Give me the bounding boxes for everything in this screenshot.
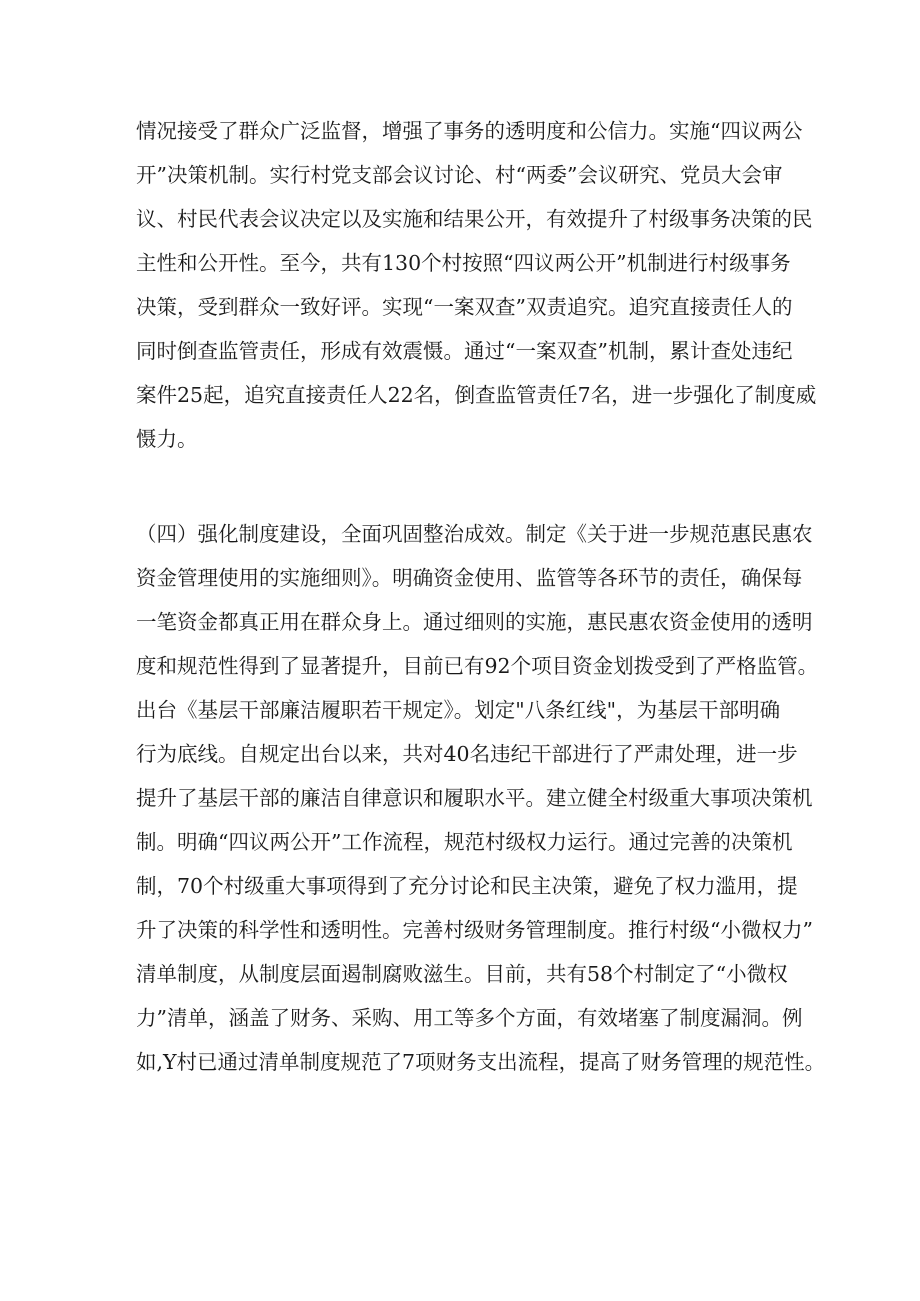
paragraph-2-line: 资金管理使用的实施细则》。明确资金使用、监管等各环节的责任，确保每	[136, 566, 803, 590]
paragraph-2-line: 度和规范性得到了显著提升，目前已有92个项目资金划拨受到了严格监管。	[136, 654, 819, 678]
paragraph-2-line: 一笔资金都真正用在群众身上。通过细则的实施，惠民惠农资金使用的透明	[136, 610, 813, 634]
paragraph-1-line: 案件25起，追究直接责任人22名，倒查监管责任7名，进一步强化了制度威	[136, 383, 817, 407]
paragraph-2-line: 制，70个村级重大事项得到了充分讨论和民主决策，避免了权力滥用，提	[136, 874, 798, 898]
paragraph-2-line: 出台《基层干部廉洁履职若干规定》。划定"八条红线"，为基层干部明确	[136, 698, 781, 722]
paragraph-2-line: 制。明确“四议两公开”工作流程，规范村级权力运行。通过完善的决策机	[136, 830, 793, 854]
paragraph-1-line: 主性和公开性。至今，共有130个村按照“四议两公开”机制进行村级事务	[136, 251, 791, 275]
paragraph-1-line: 决策，受到群众一致好评。实现“一案双查”双责追究。追究直接责任人的	[136, 295, 793, 319]
paragraph-2-line: 如,Y村已通过清单制度规范了7项财务支出流程，提高了财务管理的规范性。	[136, 1050, 826, 1074]
paragraph-2-line: 升了决策的科学性和透明性。完善村级财务管理制度。推行村级“小微权力”	[136, 918, 813, 942]
paragraph-1-line: 开”决策机制。实行村党支部会议讨论、村“两委”会议研究、党员大会审	[136, 163, 783, 187]
paragraph-2-line: 行为底线。自规定出台以来，共对40名违纪干部进行了严肃处理，进一步	[136, 742, 798, 766]
paragraph-2-line: 清单制度，从制度层面遏制腐败滋生。目前，共有58个村制定了“小微权	[136, 962, 788, 986]
paragraph-1-line: 议、村民代表会议决定以及实施和结果公开，有效提升了村级事务决策的民	[136, 207, 813, 231]
paragraph-2-line: （四）强化制度建设，全面巩固整治成效。制定《关于进一步规范惠民惠农	[136, 522, 813, 546]
paragraph-2-line: 提升了基层干部的廉洁自律意识和履职水平。建立健全村级重大事项决策机	[136, 786, 813, 810]
paragraph-1-line: 慑力。	[136, 427, 198, 451]
paragraph-1-line: 同时倒查监管责任，形成有效震慑。通过“一案双查”机制，累计查处违纪	[136, 339, 793, 363]
paragraph-2-line: 力”清单，涵盖了财务、采购、用工等多个方面，有效堵塞了制度漏洞。例	[136, 1006, 803, 1030]
paragraph-1-line: 情况接受了群众广泛监督，增强了事务的透明度和公信力。实施“四议两公	[136, 119, 803, 143]
